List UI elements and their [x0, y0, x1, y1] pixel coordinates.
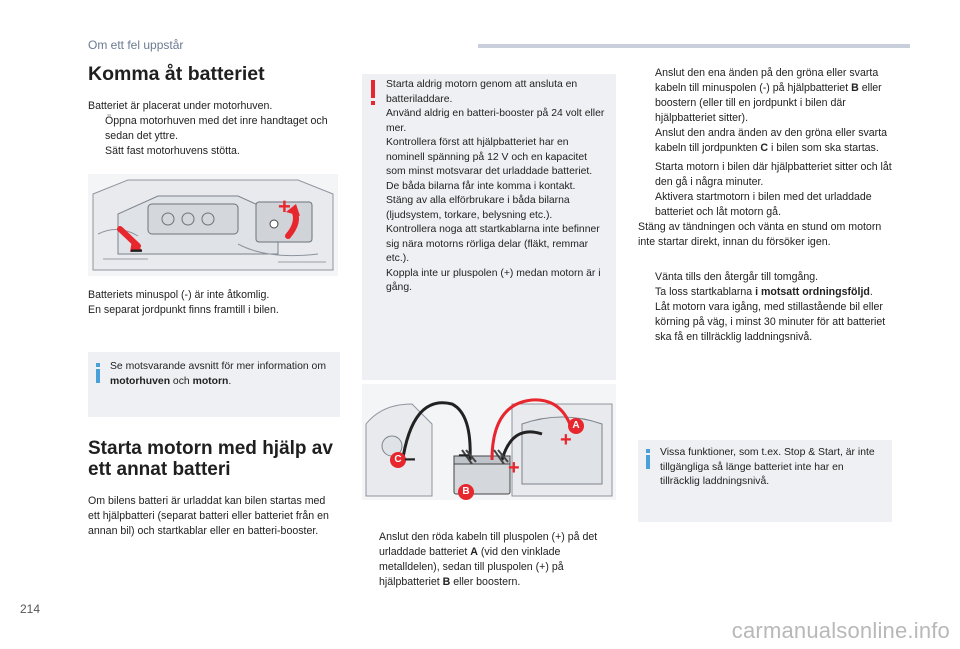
list-item-text: Aktivera startmotorn i bilen med det urladdade batteriet och låt motorn gå.	[655, 191, 872, 218]
warning-text: Koppla inte ur pluspolen (+) medan motorn är i gång.	[386, 267, 601, 293]
positive-terminal-label: +	[278, 194, 291, 219]
section-heading-battery-access: Komma åt batteriet	[88, 63, 265, 85]
info-box	[638, 440, 892, 522]
list-item	[88, 114, 338, 144]
list-item	[638, 126, 892, 156]
list-item-text: Vänta tills den återgår till tomgång.	[655, 271, 819, 283]
info-box	[88, 352, 340, 417]
warning-icon	[370, 80, 376, 106]
caption-text: En separat jordpunkt finns framtill i bilen.	[88, 304, 279, 316]
list-item-text: eller boostern.	[450, 576, 521, 588]
negative-terminal-b-label: −	[458, 445, 470, 467]
intro-text: Batteriet är placerat under motorhuven.	[88, 100, 273, 112]
list-item-text: Ta loss startkablarna	[655, 286, 756, 298]
engine-bay-illustration	[88, 174, 338, 276]
paragraph: Stäng av tändningen och vänta en stund om motorn inte startar direkt, innan du försöker igen.	[638, 221, 882, 248]
ground-point-c-label: −	[404, 449, 416, 471]
list-item	[638, 270, 892, 285]
info-icon	[94, 363, 103, 383]
header-title: Om ett fel uppstår	[88, 38, 184, 52]
section-heading-jump-start: Starta motorn med hjälp av ett annat batteri	[88, 438, 333, 480]
info-bold-text: motorhuven	[110, 375, 171, 387]
warning-text: Starta aldrig motorn genom att ansluta en batteriladdare.	[386, 79, 578, 105]
list-item-bold: A	[470, 546, 478, 558]
list-item-text: Öppna motorhuven med det inre handtaget och sedan det yttre.	[105, 115, 328, 142]
section-jump-start	[88, 438, 340, 539]
list-item-bold: C	[760, 142, 769, 154]
warning-box	[362, 74, 616, 380]
label-a-marker: A	[568, 418, 584, 434]
warning-text: Kontrollera först att hjälpbatteriet har en nominell spänning på 12 V och en kapacitet som minst motsvarar det urladdade batteriet.	[386, 137, 593, 177]
label-b-marker: B	[458, 484, 474, 500]
negative-terminal-label: −	[130, 238, 143, 263]
info-bold-text: motorn	[192, 375, 229, 387]
header-bar	[478, 44, 910, 48]
list-item-text: .	[869, 286, 873, 298]
list-item-bold: B	[442, 576, 451, 588]
positive-terminal-a-label: +	[560, 429, 572, 451]
list-item-text: i bilen som ska startas.	[768, 142, 879, 154]
list-item-text: eller boostern (eller till en jordpunkt i bilen där hjälpbatteriet sitter).	[655, 82, 882, 124]
list-item	[638, 285, 892, 300]
list-item-text: Anslut den ena änden på den gröna eller svarta kabeln till minuspolen (-) på hjälpbatteriet	[655, 67, 879, 94]
figure-caption-block	[88, 288, 338, 318]
column-left	[88, 64, 338, 159]
warning-text: Kontrollera noga att startkablarna inte befinner sig nära motorns rörliga delar (fläkt, remmar etc.).	[386, 224, 600, 264]
paragraph: Om bilens batteri är urladdat kan bilen startas med ett hjälpbatteri (separat batteri eller batteriet från en annan bil) och startkablar eller en batteri-booster.	[88, 495, 329, 537]
warning-text: De båda bilarna får inte komma i kontakt.	[386, 180, 576, 192]
list-item	[638, 160, 892, 190]
positive-terminal-b-label: +	[508, 457, 520, 479]
info-text: Se motsvarande avsnitt för mer information om	[110, 361, 326, 372]
list-item	[638, 300, 892, 345]
list-item-text: Sätt fast motorhuvens stötta.	[105, 145, 240, 157]
column-right	[638, 66, 892, 345]
info-text: och	[170, 375, 193, 387]
jump-start-illustration	[362, 384, 616, 500]
list-item-text: Anslut den röda kabeln till pluspolen (+) på det urladdade batteriet	[379, 531, 598, 558]
list-item	[638, 66, 892, 126]
info-icon	[644, 449, 653, 469]
label-c-marker: C	[390, 452, 406, 468]
info-text: .	[228, 375, 232, 387]
engine-bay-drawing	[88, 174, 338, 276]
page-number: 214	[20, 602, 41, 616]
list-item-text: (vid den vinklade metalldelen), sedan till pluspolen (+) på hjälpbatteriet	[379, 546, 564, 588]
warning-text: Använd aldrig en batteri-booster på 24 volt eller mer.	[386, 108, 605, 134]
caption-text: Batteriets minuspol (-) är inte åtkomlig.	[88, 289, 270, 301]
column-middle-steps	[362, 530, 616, 590]
jump-start-drawing	[362, 384, 616, 500]
list-item-bold: i motsatt ordningsföljd	[755, 286, 870, 298]
list-item	[638, 190, 892, 220]
list-item-text: Anslut den andra änden av den gröna eller svarta kabeln till jordpunkten	[655, 127, 888, 154]
warning-text: Stäng av alla elförbrukare i båda bilarna (ljudsystem, torkare, belysning etc.).	[386, 195, 570, 221]
list-item-bold: B	[851, 82, 859, 94]
list-item	[362, 530, 616, 590]
list-item-text: Låt motorn vara igång, med stillastående bil eller körning på väg, i minst 30 minuter för att batteriet ska få en tillräcklig laddningsnivå.	[655, 301, 886, 343]
list-item	[88, 144, 338, 159]
watermark: carmanualsonline.info	[731, 618, 950, 643]
info-text: Vissa funktioner, som t.ex. Stop & Start, är inte tillgängliga så länge batteriet inte har en tillräcklig laddningsnivå.	[660, 447, 875, 487]
list-item-text: Starta motorn i bilen där hjälpbatteriet sitter och låt den gå i några minuter.	[655, 161, 892, 188]
